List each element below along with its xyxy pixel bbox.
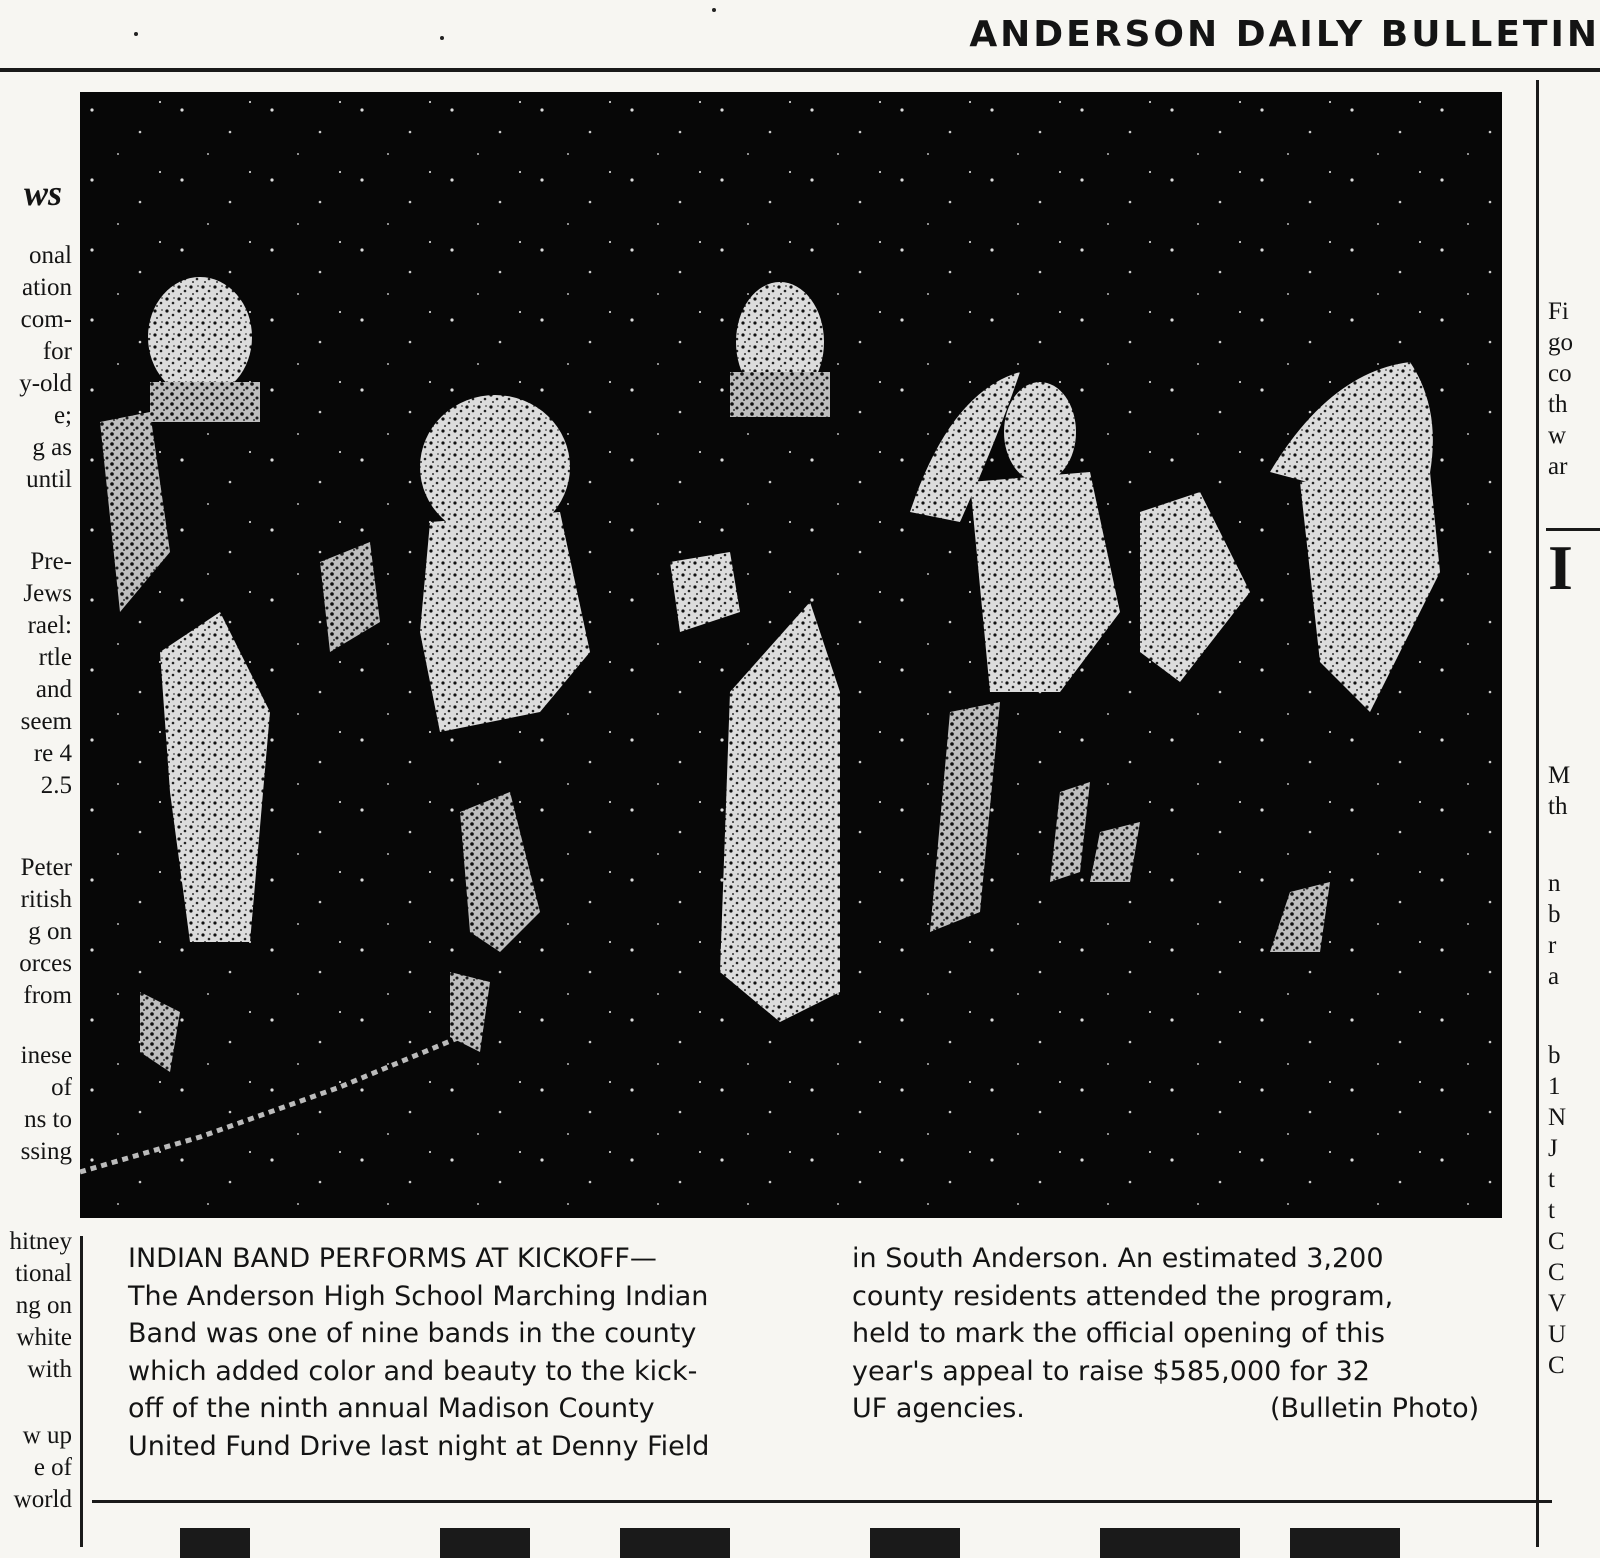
left-column-text-line: y-old (19, 370, 72, 397)
caption-line: UF agencies. (852, 1393, 1025, 1424)
caption-line: which added color and beauty to the kick- (128, 1355, 698, 1387)
left-column-text-line: for (42, 338, 72, 365)
left-column-text-line: world (13, 1486, 72, 1513)
left-column-text-line: ation (22, 274, 72, 301)
caption-line: United Fund Drive last night at Denny Field (128, 1430, 710, 1462)
left-column-text-line: 2.5 (40, 772, 72, 799)
speck (712, 8, 716, 12)
speck (134, 32, 138, 36)
headline-glyph-fragment (1100, 1528, 1240, 1558)
right-column-text-line: ar (1548, 453, 1568, 480)
left-column-text-line: and (35, 676, 72, 703)
right-column-text-line: t (1548, 1197, 1555, 1224)
right-column-text-line: b (1548, 1042, 1561, 1069)
right-column-text-line: 1 (1548, 1073, 1561, 1100)
left-column-text-line: w up (22, 1422, 72, 1449)
caption-line: The Anderson High School Marching Indian (128, 1280, 709, 1312)
left-column-text-line: rael: (27, 612, 72, 639)
right-column-text-line: w (1548, 422, 1567, 449)
left-column-text-line: rtle (38, 644, 72, 671)
caption-line: held to mark the official opening of this (852, 1318, 1385, 1349)
headline-glyph-fragment (870, 1528, 960, 1558)
caption-column-1 (128, 1240, 709, 1465)
right-column-text-line: M (1548, 762, 1571, 789)
right-column-text-line: th (1548, 391, 1568, 418)
left-column-text-line: white (16, 1324, 72, 1351)
right-column-text-line: go (1548, 329, 1573, 356)
right-column-text-line: th (1548, 793, 1568, 820)
left-column-text-line: hitney (9, 1228, 72, 1255)
caption-line: Band was one of nine bands in the county (128, 1318, 697, 1349)
masthead: ANDERSON DAILY BULLETIN (969, 14, 1600, 55)
left-headline-fragment: ws (23, 173, 62, 213)
right-column-text-line: N (1548, 1104, 1567, 1131)
left-column-text-line: e of (33, 1454, 72, 1481)
right-column-text-line: V (1548, 1290, 1567, 1317)
caption-line: county residents attended the program, (852, 1280, 1394, 1312)
left-column-text-line: re 4 (33, 740, 72, 767)
left-column-text-line: g on (28, 918, 72, 945)
left-column-text-line: with (27, 1356, 72, 1383)
left-column-text-line: ssing (20, 1138, 72, 1165)
left-column-text-line: until (26, 466, 72, 493)
top-rule (0, 68, 1600, 72)
left-column-text-line: seem (20, 708, 72, 735)
caption-line: year's appeal to raise $585,000 for 32 (852, 1355, 1370, 1387)
left-column-text-line: inese (20, 1042, 72, 1069)
left-column-text-line: orces (19, 950, 72, 977)
right-column-text-line: a (1548, 963, 1560, 990)
headline-glyph-fragment (1290, 1528, 1400, 1558)
headline-glyph-fragment (440, 1528, 530, 1558)
right-column-text-line: Fi (1548, 298, 1569, 325)
left-column-text-line: e; (53, 402, 72, 429)
right-big-letter: I (1548, 532, 1573, 603)
caption-line: INDIAN BAND PERFORMS AT KICKOFF— (128, 1243, 657, 1274)
right-column-fragment (1546, 0, 1600, 1547)
headline-glyph-fragment (180, 1528, 250, 1558)
left-column-text-line: of (51, 1074, 72, 1101)
right-column-text-line: C (1548, 1259, 1565, 1286)
right-column-text-line: C (1548, 1352, 1565, 1379)
left-column-text-line: ns to (24, 1106, 72, 1133)
left-column-text-line: Peter (20, 854, 72, 881)
right-column-text-line: co (1548, 360, 1572, 387)
left-column-text-line: Jews (23, 580, 72, 607)
band-photo-illustration (80, 92, 1502, 1218)
left-column-text-line: Pre- (30, 548, 72, 575)
photo-credit: (Bulletin Photo) (1270, 1393, 1480, 1424)
left-column-text-line: com- (20, 306, 72, 333)
left-column-text-line: onal (28, 242, 72, 269)
right-column-text-line: n (1548, 870, 1561, 897)
right-column-rule (1536, 80, 1539, 1547)
bottom-rule (92, 1500, 1552, 1503)
headline-glyph-fragment (620, 1528, 730, 1558)
left-column-text-line: tional (15, 1260, 72, 1287)
right-column-text-line: C (1548, 1228, 1565, 1255)
left-column-text-line: ng on (15, 1292, 72, 1319)
right-column-text-line: b (1548, 901, 1561, 928)
caption-line: off of the ninth annual Madison County (128, 1393, 655, 1424)
speck (440, 36, 444, 40)
left-column-text-line: from (23, 982, 72, 1009)
right-column-text-line: J (1548, 1135, 1558, 1162)
right-column-text-line: r (1548, 932, 1557, 959)
left-column-text-line: g as (32, 434, 72, 461)
right-column-text-line: U (1548, 1321, 1567, 1348)
right-column-text-line: t (1548, 1166, 1555, 1193)
left-column-text-line: ritish (20, 886, 72, 913)
next-headline-cut-off (150, 1518, 1550, 1558)
left-column-rule (80, 1236, 83, 1547)
news-photo (80, 92, 1502, 1218)
caption-line: in South Anderson. An estimated 3,200 (852, 1243, 1384, 1274)
